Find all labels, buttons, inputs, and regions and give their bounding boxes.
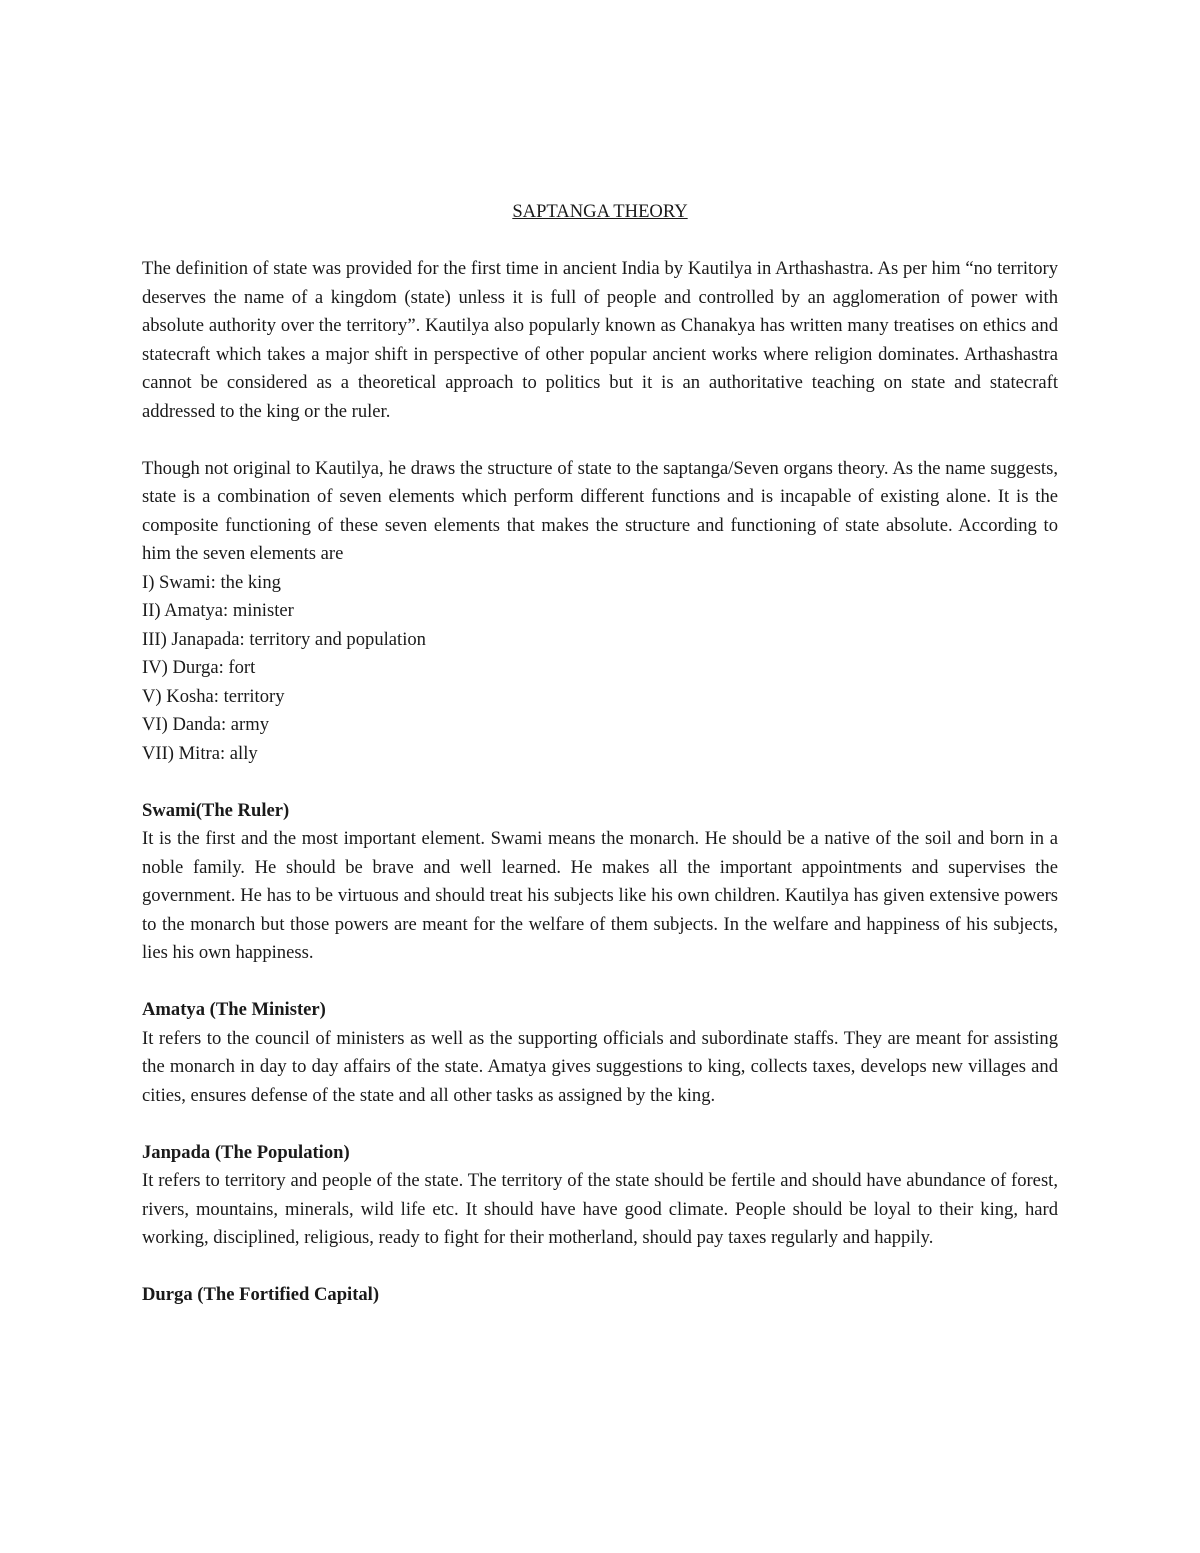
section-heading: Durga (The Fortified Capital) — [142, 1284, 380, 1305]
section-heading: Janpada (The Population) — [142, 1141, 350, 1163]
list-item: III) Janapada: territory and population — [142, 628, 426, 650]
intro-paragraph-2: Though not original to Kautilya, he draws the structure of state to the saptanga/Seven organs theory. As the name suggests, state is a combination of seven elements which perform different functions and is incapable of existing alone. It is the composite functioning of these seven elements that makes the structure and functioning of state absolute. According to him the seven elements are — [142, 457, 1058, 564]
section-body: It refers to the council of ministers as well as the supporting officials and subordinate staffs. They are meant for assisting the monarch in day to day affairs of the state. Amatya gives suggestions to king, collects taxes, develops new villages and cities, ensures defense of the state and all other tasks as assigned by the king. — [142, 1027, 1058, 1106]
document-title: SAPTANGA THEORY — [512, 201, 688, 222]
seven-elements-list — [142, 569, 1058, 769]
list-item: I) Swami: the king — [142, 571, 281, 593]
section-amatya — [142, 996, 1058, 1110]
section-swami — [142, 797, 1058, 968]
document-body — [142, 198, 1058, 1338]
list-item: II) Amatya: minister — [142, 600, 294, 621]
list-item: VII) Mitra: ally — [142, 742, 258, 764]
list-item: V) Kosha: territory — [142, 685, 285, 707]
section-heading: Amatya (The Minister) — [142, 999, 326, 1020]
section-body: It is the first and the most important element. Swami means the monarch. He should be a native of the soil and born in a noble family. He should be brave and well learned. He makes all the important appointments and supervises the government. He has to be virtuous and should treat his subjects like his own children. Kautilya has given extensive powers to the monarch but those powers are meant for the welfare of them subjects. In the welfare and happiness of his subjects, lies his own happiness. — [142, 828, 1058, 963]
list-item: VI) Danda: army — [142, 714, 270, 735]
section-body: It refers to territory and people of the state. The territory of the state should be fertile and should have abundance of forest, rivers, mountains, minerals, wild life etc. It should have have good climate. People should be loyal to their king, hard working, disciplined, religious, ready to fight for their motherland, should pay taxes regularly and happily. — [142, 1170, 1058, 1248]
section-janpada — [142, 1139, 1058, 1253]
section-durga — [142, 1281, 1058, 1310]
intro-paragraph-1: The definition of state was provided for the first time in ancient India by Kautilya in Arthashastra. As per him “no territory deserves the name of a kingdom (state) unless it is full of people and controlled by an agglomeration of power with absolute authority over the territory”. Kautilya also popularly known as Chanakya has written many treatises on ethics and statecraft which takes a major shift in perspective of other popular ancient works where religion dominates. Arthashastra cannot be considered as a theoretical approach to politics but it is an authoritative teaching on state and statecraft addressed to the king or the ruler. — [142, 258, 1058, 422]
list-item: IV) Durga: fort — [142, 657, 256, 678]
section-heading: Swami(The Ruler) — [142, 799, 290, 821]
